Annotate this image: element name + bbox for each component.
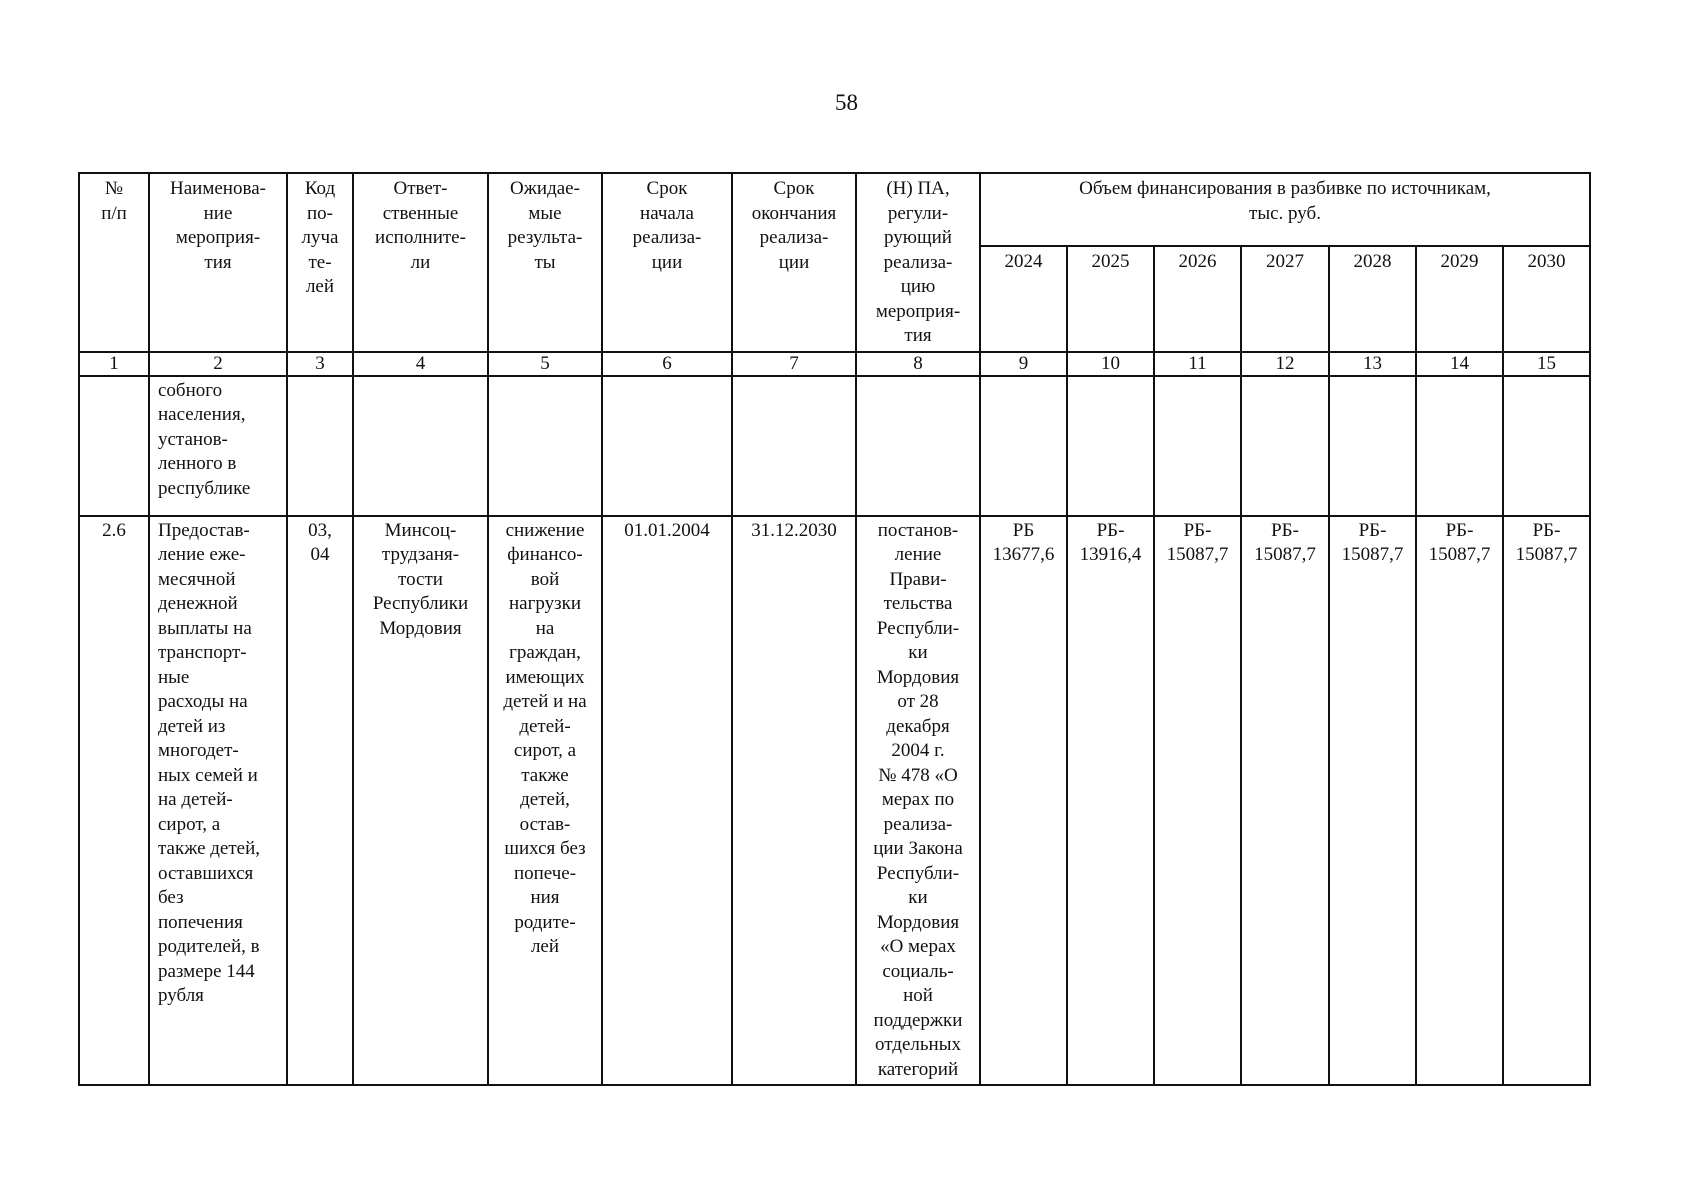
- table-row-2-6: [79, 516, 1590, 1086]
- column-number: 4: [353, 352, 488, 376]
- cell-num: 2.6: [79, 516, 149, 1086]
- column-number: 6: [602, 352, 732, 376]
- cell-code: [287, 516, 353, 1086]
- header-num-text: № п/п: [101, 178, 127, 224]
- cell-executors: [353, 516, 488, 1086]
- column-number: 12: [1241, 352, 1329, 376]
- cell-financing-2026: [1154, 516, 1241, 1086]
- table-row-continuation: [79, 376, 1590, 516]
- cell-executors-text: Минсоц- трудзаня- тости Республики Мордовия: [372, 519, 469, 639]
- page-number: 58: [835, 90, 858, 115]
- header-row: [79, 173, 1590, 246]
- header-executors: [353, 173, 488, 352]
- cell-empty: [1329, 376, 1416, 516]
- cell-financing-text: РБ- 15087,7: [1428, 519, 1491, 565]
- cell-code-text: 03, 04: [308, 519, 332, 565]
- header-year: 2029: [1416, 246, 1503, 351]
- header-year: 2025: [1067, 246, 1154, 351]
- header-results: [488, 173, 602, 352]
- cell-npa-text: постанов- ление Прави- тельства Республи- ки Мордовия от 28 декабря 2004 г. № 478 «О мерах по реализа- ции Закона Республи- ки Мордовия «О мерах социаль- ной поддержки отдельных категорий: [873, 519, 963, 1080]
- cell-empty: [856, 376, 980, 516]
- header-npa-text: (Н) ПА, регули- рующий реализа- цию мероприя- тия: [875, 178, 961, 346]
- cell-end: 31.12.2030: [732, 516, 856, 1086]
- cell-start: 01.01.2004: [602, 516, 732, 1086]
- cell-empty: [1154, 376, 1241, 516]
- cell-name: [149, 376, 287, 516]
- column-number: 11: [1154, 352, 1241, 376]
- header-year: 2027: [1241, 246, 1329, 351]
- header-end: [732, 173, 856, 352]
- column-number: 1: [79, 352, 149, 376]
- cell-name-text: собного населения, установ- ленного в республике: [158, 379, 251, 499]
- cell-empty: [980, 376, 1067, 516]
- cell-empty: [1067, 376, 1154, 516]
- cell-results: [488, 516, 602, 1086]
- cell-empty: [79, 376, 149, 516]
- cell-financing-text: РБ- 15087,7: [1341, 519, 1404, 565]
- column-number: 15: [1503, 352, 1590, 376]
- cell-empty: [287, 376, 353, 516]
- cell-financing-2029: [1416, 516, 1503, 1086]
- column-number: 2: [149, 352, 287, 376]
- cell-financing-text: РБ- 15087,7: [1254, 519, 1316, 565]
- header-year: 2026: [1154, 246, 1241, 351]
- header-end-text: Срок окончания реализа- ции: [751, 178, 837, 273]
- cell-financing-text: РБ- 15087,7: [1515, 519, 1578, 565]
- column-number: 13: [1329, 352, 1416, 376]
- cell-financing-2025: [1067, 516, 1154, 1086]
- header-start-text: Срок начала реализа- ции: [632, 178, 702, 273]
- cell-financing-text: РБ- 15087,7: [1166, 519, 1229, 565]
- header-name-text: Наименова- ние мероприя- тия: [170, 178, 266, 273]
- column-number: 8: [856, 352, 980, 376]
- measures-table: [78, 172, 1591, 1086]
- header-code-text: Код по- луча те- лей: [301, 178, 339, 297]
- cell-financing-2030: [1503, 516, 1590, 1086]
- column-number: 7: [732, 352, 856, 376]
- cell-npa: [856, 516, 980, 1086]
- header-results-text: Ожидае- мые результа- ты: [507, 178, 583, 273]
- header-executors-text: Ответ- ственные исполните- ли: [375, 178, 466, 273]
- header-start: [602, 173, 732, 352]
- cell-financing-2027: [1241, 516, 1329, 1086]
- cell-financing-2028: [1329, 516, 1416, 1086]
- column-number: 3: [287, 352, 353, 376]
- header-num: [79, 173, 149, 352]
- cell-empty: [353, 376, 488, 516]
- column-number: 5: [488, 352, 602, 376]
- header-name: [149, 173, 287, 352]
- header-code: [287, 173, 353, 352]
- column-number: 9: [980, 352, 1067, 376]
- cell-financing-text: РБ- 13916,4: [1079, 519, 1142, 565]
- column-numbers-row: [79, 352, 1590, 376]
- cell-financing-text: РБ 13677,6: [992, 519, 1055, 565]
- column-number: 14: [1416, 352, 1503, 376]
- cell-empty: [1416, 376, 1503, 516]
- cell-empty: [488, 376, 602, 516]
- cell-empty: [602, 376, 732, 516]
- header-npa: [856, 173, 980, 352]
- cell-empty: [1241, 376, 1329, 516]
- cell-empty: [732, 376, 856, 516]
- header-year: 2028: [1329, 246, 1416, 351]
- header-financing-text: Объем финансирования в разбивке по источникам, тыс. руб.: [1079, 178, 1491, 224]
- column-number: 10: [1067, 352, 1154, 376]
- cell-empty: [1503, 376, 1590, 516]
- cell-name-text: Предостав- ление еже- месячной денежной выплаты на транспорт- ные расходы на детей из многодет- ных семей и на детей- сирот, а также детей, оставшихся без попечения родителей, в размере 144 рубля: [158, 519, 261, 1006]
- header-financing: [980, 173, 1590, 246]
- header-year: 2024: [980, 246, 1067, 351]
- cell-financing-2024: [980, 516, 1067, 1086]
- cell-name: [149, 516, 287, 1086]
- header-year: 2030: [1503, 246, 1590, 351]
- cell-results-text: снижение финансо- вой нагрузки на граждан, имеющих детей и на детей- сирот, а также детей, остав- шихся без попече- ния родите- лей: [503, 519, 587, 957]
